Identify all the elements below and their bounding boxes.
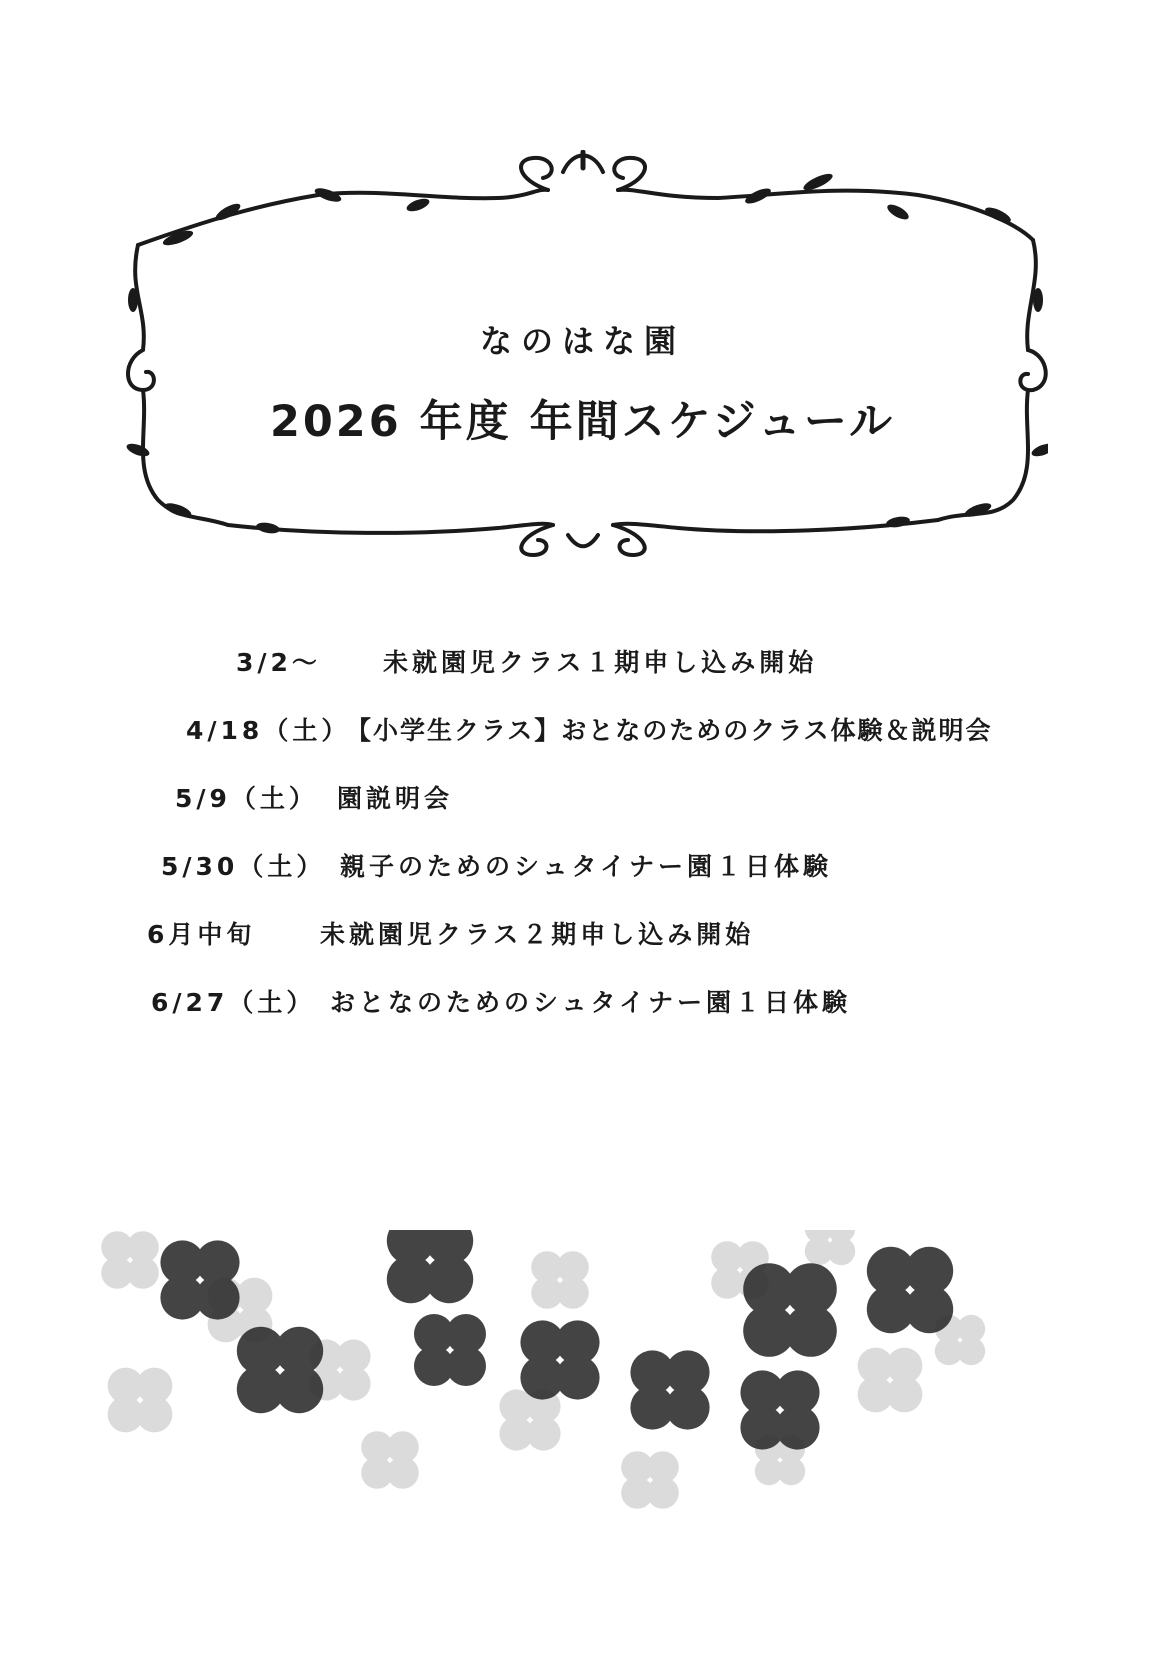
page-title: 2026 年度 年間スケジュール xyxy=(269,397,896,447)
schedule-date: 4/18（土） xyxy=(186,716,351,745)
schedule-date: 6月中旬 xyxy=(147,920,256,949)
schedule-event: 未就園児クラス１期申し込み開始 xyxy=(383,648,818,677)
schedule-date: 5/9（土） xyxy=(175,784,318,813)
schedule-event: おとなのためのシュタイナー園１日体験 xyxy=(330,988,852,1017)
school-name: なのはな園 xyxy=(479,322,685,360)
schedule-date: 6/27（土） xyxy=(151,988,316,1017)
ornamental-frame-icon xyxy=(118,150,1048,590)
schedule-event: 親子のためのシュタイナー園１日体験 xyxy=(340,852,833,881)
schedule-date: 3/2～ xyxy=(236,648,321,677)
schedule-date: 5/30（土） xyxy=(161,852,326,881)
schedule-event: 未就園児クラス２期申し込み開始 xyxy=(320,920,755,949)
schedule-event: 【小学生クラス】おとなのためのクラス体験＆説明会 xyxy=(346,716,993,745)
schedule-event: 園説明会 xyxy=(337,784,454,813)
clover-illustration-icon xyxy=(90,1230,1050,1560)
